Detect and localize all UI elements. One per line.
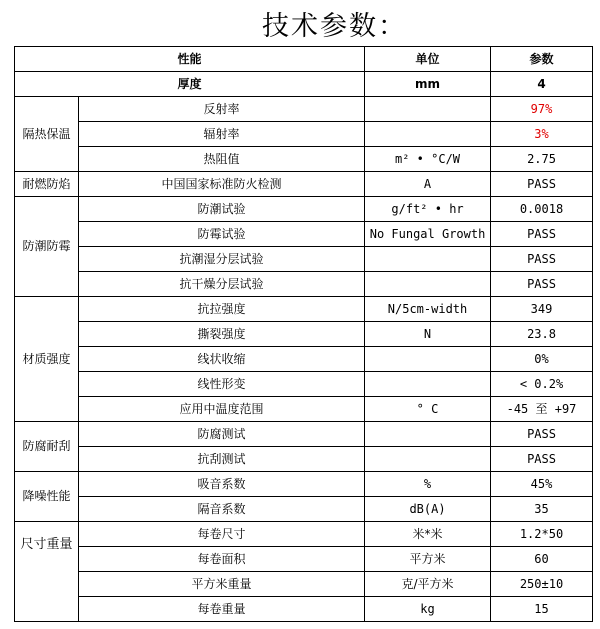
row-value: PASS (491, 447, 593, 472)
row-unit (365, 447, 491, 472)
row-value: 0% (491, 347, 593, 372)
row-unit: % (365, 472, 491, 497)
table-row (15, 197, 593, 222)
header-row (15, 47, 593, 72)
row-value: 97% (491, 97, 593, 122)
table-row (15, 522, 593, 547)
thickness-unit: mm (365, 72, 491, 97)
row-value: PASS (491, 272, 593, 297)
table-row (15, 597, 593, 622)
table-row (15, 372, 593, 397)
table-row (15, 97, 593, 122)
header-unit: 单位 (365, 47, 491, 72)
row-item: 线性形变 (79, 372, 365, 397)
row-value: 35 (491, 497, 593, 522)
thickness-row (15, 72, 593, 97)
table-row (15, 272, 593, 297)
row-unit: 克/平方米 (365, 572, 491, 597)
spec-table (14, 46, 593, 622)
row-value: 349 (491, 297, 593, 322)
row-value: 1.2*50 (491, 522, 593, 547)
row-item: 反射率 (79, 97, 365, 122)
group-fire: 耐燃防焰 (15, 172, 79, 197)
row-item: 平方米重量 (79, 572, 365, 597)
row-value: 3% (491, 122, 593, 147)
group-moisture: 防潮防霉 (15, 197, 79, 297)
table-row (15, 572, 593, 597)
row-value: 60 (491, 547, 593, 572)
row-item: 吸音系数 (79, 472, 365, 497)
table-row (15, 147, 593, 172)
header-performance: 性能 (15, 47, 365, 72)
group-noise: 降噪性能 (15, 472, 79, 522)
row-item: 隔音系数 (79, 497, 365, 522)
thickness-value: 4 (491, 72, 593, 97)
row-item: 每卷重量 (79, 597, 365, 622)
row-value: < 0.2% (491, 372, 593, 397)
row-unit (365, 97, 491, 122)
row-item: 热阻值 (79, 147, 365, 172)
row-unit: A (365, 172, 491, 197)
group-insulation: 隔热保温 (15, 97, 79, 172)
row-item: 抗潮湿分层试验 (79, 247, 365, 272)
table-row (15, 297, 593, 322)
row-unit: 平方米 (365, 547, 491, 572)
table-row (15, 497, 593, 522)
row-value: 23.8 (491, 322, 593, 347)
row-value: PASS (491, 172, 593, 197)
row-value: 250±10 (491, 572, 593, 597)
table-row (15, 422, 593, 447)
row-item: 撕裂强度 (79, 322, 365, 347)
row-item: 防潮试验 (79, 197, 365, 222)
row-value: PASS (491, 422, 593, 447)
thickness-label: 厚度 (15, 72, 365, 97)
table-row (15, 322, 593, 347)
row-unit: 米*米 (365, 522, 491, 547)
row-item: 抗刮测试 (79, 447, 365, 472)
row-value: PASS (491, 247, 593, 272)
row-unit: kg (365, 597, 491, 622)
table-row (15, 222, 593, 247)
row-unit: dB(A) (365, 497, 491, 522)
row-item: 辐射率 (79, 122, 365, 147)
table-row (15, 247, 593, 272)
table-row (15, 397, 593, 422)
table-row (15, 122, 593, 147)
header-param: 参数 (491, 47, 593, 72)
row-item: 中国国家标准防火检测 (79, 172, 365, 197)
row-item: 防霉试验 (79, 222, 365, 247)
table-row (15, 472, 593, 497)
row-unit: g/ft² • hr (365, 197, 491, 222)
row-item: 每卷面积 (79, 547, 365, 572)
row-unit (365, 372, 491, 397)
row-unit: ° C (365, 397, 491, 422)
group-corrosion: 防腐耐刮 (15, 422, 79, 472)
row-unit (365, 422, 491, 447)
table-row (15, 547, 593, 572)
row-unit (365, 272, 491, 297)
table-row (15, 172, 593, 197)
table-row (15, 347, 593, 372)
row-unit: N/5cm-width (365, 297, 491, 322)
row-item: 应用中温度范围 (79, 397, 365, 422)
row-value: -45 至 +97 (491, 397, 593, 422)
group-strength: 材质强度 (15, 297, 79, 422)
row-value: 2.75 (491, 147, 593, 172)
row-item: 抗干燥分层试验 (79, 272, 365, 297)
row-unit: m² • °C/W (365, 147, 491, 172)
row-item: 线状收缩 (79, 347, 365, 372)
row-value: 45% (491, 472, 593, 497)
row-value: 0.0018 (491, 197, 593, 222)
row-value: 15 (491, 597, 593, 622)
row-unit: No Fungal Growth (365, 222, 491, 247)
row-item: 抗拉强度 (79, 297, 365, 322)
page-title: 技术参数： (262, 11, 407, 42)
table-row (15, 447, 593, 472)
row-item: 防腐测试 (79, 422, 365, 447)
row-unit (365, 347, 491, 372)
row-item: 每卷尺寸 (79, 522, 365, 547)
row-unit (365, 122, 491, 147)
row-value: PASS (491, 222, 593, 247)
group-size: 尺寸重量 (15, 522, 79, 622)
row-unit (365, 247, 491, 272)
row-unit: N (365, 322, 491, 347)
